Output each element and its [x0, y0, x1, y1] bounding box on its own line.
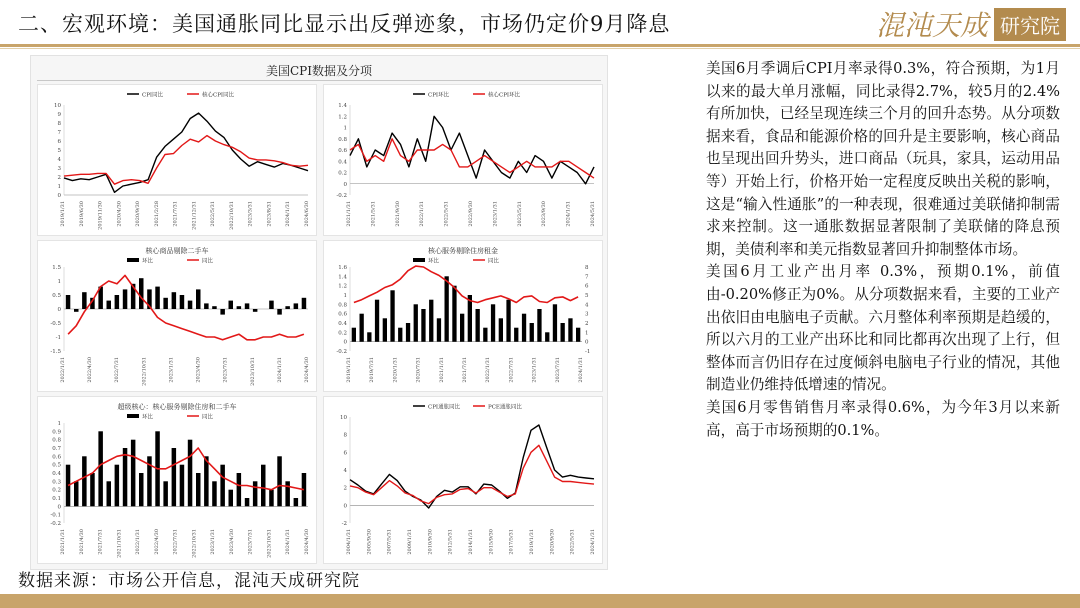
bar — [506, 300, 510, 342]
bar — [398, 328, 402, 342]
data-source: 数据来源：市场公开信息，混沌天成研究院 — [18, 571, 360, 591]
series-line-yoy — [68, 448, 304, 490]
y-tick-label: 7 — [57, 130, 61, 136]
x-tick-label: 2024/4/30 — [304, 357, 310, 383]
y-tick-label-right: 4 — [585, 302, 589, 309]
bar — [352, 328, 356, 342]
chart-supercore-svg — [38, 397, 316, 563]
x-tick-label: 2022/1/31 — [60, 357, 66, 383]
bar — [522, 314, 526, 342]
bar — [406, 323, 410, 342]
analysis-paragraph-cpi: 美国6月季调后CPI月率录得0.3%，符合预期，为1月以来的最大单月涨幅，同比录得2.7%，较5月的2.4%有所加快，已经呈现连续三个月的回升态势。从分项数据来看，食品和能源价格的回升是主要影响，核心商品也呈现出回升势头，进口商品（玩具，家具，运动用品等）开始上行，价格开始一定程度反映出关税的影响，这是“输入性通胀”的一种表现，很难通过美联储抑制需求来控制。这一通胀数据显著限制了美联储的降息预期，美债利率和美元指数显著回升抑制整体市场。 — [706, 60, 1060, 258]
bar — [499, 318, 503, 341]
chart-cpi-vs-pce-svg — [324, 397, 602, 563]
chart-cpi-yoy-svg — [38, 85, 316, 235]
series-line-yoy — [354, 266, 578, 302]
analysis-paragraph-retail: 美国6月零售销售月率录得0.6%，为今年3月以来新高，高于市场预期的0.1%。 — [706, 398, 1060, 439]
bar — [261, 465, 266, 507]
x-tick-label: 2022/1/31 — [485, 357, 492, 383]
x-tick-label: 2024/4/30 — [304, 529, 310, 555]
y-tick-label-right: -1 — [585, 349, 591, 355]
y-tick-label: 1 — [343, 125, 347, 132]
x-tick-label: 2020/9/30 — [549, 529, 556, 555]
legend-label: 同比 — [202, 414, 214, 421]
x-tick-label: 2010/9/30 — [427, 529, 434, 555]
x-tick-label: 2021/7/31 — [97, 529, 104, 555]
x-tick-label: 2021/4/30 — [78, 529, 85, 555]
x-tick-label: 2019/1/31 — [529, 529, 535, 555]
y-tick-label-right: 1 — [585, 330, 589, 337]
legend-label: CPI通胀同比 — [428, 404, 461, 411]
y-tick-label: 1 — [343, 293, 347, 299]
x-tick-label: 2022/7/31 — [114, 357, 121, 383]
y-tick-label: 1 — [57, 421, 61, 427]
bar — [115, 465, 120, 507]
bar — [483, 328, 487, 342]
legend-label: CPI同比 — [142, 92, 164, 99]
bar — [429, 300, 433, 342]
y-tick-label: -0.5 — [50, 321, 61, 327]
legend-label: 核心CPI同比 — [202, 92, 235, 99]
x-tick-label: 2023/7/31 — [247, 529, 254, 555]
bar — [253, 309, 258, 312]
bar — [220, 309, 225, 315]
y-tick-label: 1 — [57, 184, 61, 190]
series-line-secondary — [64, 136, 308, 185]
y-tick-label: 0.8 — [52, 437, 61, 444]
bar — [66, 295, 71, 309]
bar — [115, 295, 120, 309]
y-tick-label: 0 — [57, 307, 61, 313]
bar — [537, 309, 541, 342]
x-tick-label: 2024/1/31 — [285, 529, 292, 555]
bar — [139, 473, 144, 506]
header-title: 二、宏观环境：美国通胀同比显示出反弹迹象，市场仍定价9月降息 — [18, 12, 671, 36]
y-tick-label: 0.6 — [52, 454, 61, 461]
y-tick-label: 0 — [343, 181, 347, 188]
bar — [294, 498, 299, 506]
bar — [229, 490, 234, 507]
x-tick-label: 2023/1/31 — [210, 529, 217, 555]
logo — [876, 4, 1066, 44]
legend-label: 环比 — [428, 258, 440, 265]
legend-label: 环比 — [142, 258, 154, 265]
bar — [74, 309, 79, 312]
bar — [90, 473, 95, 506]
x-tick-label: 2021/10/31 — [116, 529, 123, 558]
bar — [82, 292, 87, 309]
x-tick-label: 2017/5/31 — [508, 529, 515, 555]
chart-core-goods — [37, 240, 317, 392]
y-tick-label-right: 3 — [585, 311, 589, 318]
x-tick-label: 2023/9/30 — [541, 201, 548, 227]
bar — [285, 481, 290, 506]
bar — [220, 465, 225, 507]
y-tick-label: 0.4 — [52, 471, 61, 477]
bar — [253, 481, 258, 506]
x-tick-label: 2022/5/31 — [569, 529, 576, 555]
y-tick-label: 0.5 — [52, 462, 61, 469]
y-tick-label: 0.1 — [52, 496, 61, 502]
x-tick-label: 2024/1/31 — [590, 529, 596, 555]
series-line-primary — [350, 116, 594, 184]
bar — [360, 314, 364, 342]
x-tick-label: 2021/9/30 — [394, 201, 401, 227]
y-tick-label: 6 — [343, 450, 347, 457]
x-tick-label: 2022/4/30 — [153, 529, 160, 555]
y-tick-label-right: 7 — [585, 274, 589, 281]
x-tick-label: 2019/1/31 — [60, 201, 66, 227]
bar — [576, 328, 580, 342]
y-tick-label: 0.2 — [338, 330, 347, 337]
x-tick-label: 2021/7/31 — [172, 201, 179, 227]
analysis-paragraph-industrial: 美国6月工业产出月率 0.3%，预期0.1%，前值由-0.20%修正为0%。从分项数据来看，主要的工业产出依旧由电脑电子贡献。六月整体利率预期是趋缓的，所以六月的工业产出环比和同比都再次出现了上行，但整体而言仍旧存在过度倾斜电脑电子行业的情况，其他制造业仍维持低增速的情况。 — [706, 263, 1060, 394]
bar — [212, 481, 217, 506]
chart-cpi-mom — [323, 84, 603, 236]
x-tick-label: 2023/10/31 — [266, 529, 273, 558]
x-tick-label: 2023/4/30 — [228, 529, 235, 555]
y-tick-label: 8 — [57, 121, 61, 127]
y-tick-label: 0.6 — [338, 311, 347, 318]
series-line-yoy — [68, 275, 304, 339]
bar — [123, 289, 128, 309]
y-tick-label: 10 — [54, 103, 61, 109]
legend-swatch — [127, 414, 139, 418]
bar — [98, 431, 103, 506]
y-tick-label: 0.8 — [338, 302, 347, 309]
bar — [196, 473, 201, 506]
bar — [123, 448, 128, 506]
x-tick-label: 2019/7/31 — [369, 357, 376, 383]
bar — [390, 290, 394, 341]
bar — [561, 323, 565, 342]
x-tick-label: 2023/1/31 — [492, 201, 499, 227]
x-tick-label: 2022/1/31 — [419, 201, 426, 227]
x-tick-label: 2009/1/31 — [407, 529, 413, 555]
x-tick-label: 2022/5/31 — [210, 201, 217, 227]
y-tick-label: 0 — [343, 339, 347, 346]
x-tick-label: 2022/4/30 — [87, 357, 94, 383]
bar — [421, 309, 425, 342]
y-tick-label: 0.2 — [338, 170, 347, 177]
y-tick-label: 4 — [343, 468, 347, 474]
x-tick-label: 2020/1/31 — [392, 357, 399, 383]
x-tick-label: 2023/5/31 — [516, 201, 523, 227]
x-tick-label: 2021/2/28 — [153, 201, 160, 227]
y-tick-label: 8 — [343, 432, 347, 439]
bar — [491, 304, 495, 341]
x-tick-label: 2021/5/31 — [370, 201, 377, 227]
legend-swatch — [413, 258, 425, 262]
bar — [131, 440, 136, 507]
bar — [367, 332, 371, 341]
x-tick-label: 2021/12/31 — [191, 201, 198, 230]
y-tick-label: 0 — [57, 504, 61, 511]
y-tick-label: -0.2 — [336, 349, 347, 355]
x-tick-label: 2023/7/31 — [554, 357, 561, 383]
y-tick-label: 1.5 — [52, 265, 61, 271]
bar — [445, 276, 449, 341]
cpi-panel — [30, 55, 608, 570]
y-tick-label: 3 — [57, 166, 61, 172]
bar — [383, 318, 387, 341]
bar — [285, 306, 290, 309]
logo-box: 研究院 — [994, 8, 1066, 41]
bar — [107, 301, 112, 309]
y-tick-label-right: 8 — [585, 265, 589, 271]
bar — [163, 298, 168, 309]
bar — [180, 465, 185, 507]
y-tick-label-right: 0 — [585, 339, 589, 346]
bar — [452, 286, 456, 342]
bar — [74, 481, 79, 506]
x-tick-label: 2024/1/31 — [578, 357, 584, 383]
y-tick-label: 9 — [57, 112, 61, 118]
x-tick-label: 2023/1/31 — [531, 357, 538, 383]
x-tick-label: 2021/1/31 — [60, 529, 66, 555]
chart-core-services-svg — [324, 241, 602, 391]
analysis-text — [706, 58, 1060, 442]
bar — [204, 456, 209, 506]
x-tick-label: 2022/10/31 — [141, 357, 148, 386]
x-tick-label: 2019/1/31 — [346, 357, 352, 383]
bar — [302, 298, 307, 309]
legend-swatch — [127, 258, 139, 262]
bar — [212, 306, 217, 309]
chart-core-services — [323, 240, 603, 392]
panel-title-rule — [37, 80, 601, 81]
x-tick-label: 2024/1/31 — [276, 357, 283, 383]
x-tick-label: 2020/9/30 — [135, 201, 142, 227]
bar — [139, 278, 144, 309]
y-tick-label: 0.5 — [52, 293, 61, 299]
bar — [514, 328, 518, 342]
x-tick-label: 2021/7/31 — [462, 357, 468, 383]
bar — [294, 303, 299, 309]
x-tick-label: 2022/7/31 — [508, 357, 515, 383]
bar — [155, 287, 160, 309]
y-tick-label: 5 — [57, 148, 61, 154]
bar — [196, 289, 201, 309]
logo-main: 混沌天成 — [875, 9, 988, 42]
bar — [277, 456, 282, 506]
panel-title: 美国CPI数据及分项 — [266, 64, 372, 78]
x-tick-label: 2022/10/31 — [228, 201, 235, 230]
y-tick-label: -2 — [341, 521, 347, 527]
y-tick-label: 0.4 — [338, 321, 347, 327]
y-tick-label: 0 — [57, 193, 61, 199]
bar — [245, 498, 250, 506]
x-tick-label: 2024/5/31 — [590, 201, 596, 227]
bar — [172, 292, 177, 309]
legend-label: 环比 — [142, 414, 154, 421]
y-tick-label: -0.2 — [336, 193, 347, 199]
y-tick-label: 2 — [343, 485, 347, 492]
x-tick-label: 2023/10/31 — [249, 357, 256, 386]
x-tick-label: 2022/5/31 — [443, 201, 450, 227]
chart-cpi-vs-pce — [323, 396, 603, 564]
y-tick-label: 0.9 — [52, 429, 61, 436]
x-tick-label: 2023/8/31 — [266, 201, 273, 227]
bar — [188, 301, 193, 309]
y-tick-label: -0.1 — [50, 512, 61, 519]
y-tick-label: 1.4 — [338, 103, 347, 109]
y-tick-label: -1 — [55, 335, 61, 341]
y-tick-label-right: 2 — [585, 321, 589, 327]
series-line-primary — [350, 425, 594, 508]
legend-label: 同比 — [488, 258, 500, 265]
x-tick-label: 2004/1/31 — [346, 529, 352, 555]
x-tick-label: 2022/9/30 — [468, 201, 474, 227]
header-rule-thin — [0, 48, 1080, 49]
bar — [568, 318, 572, 341]
bar — [237, 306, 242, 309]
x-tick-label: 2005/9/30 — [366, 529, 373, 555]
bar — [468, 295, 472, 342]
legend-label: PCE通胀同比 — [488, 404, 522, 411]
bar — [237, 473, 242, 506]
bar — [229, 301, 234, 309]
x-tick-label: 2022/1/31 — [135, 529, 142, 555]
y-tick-label: 0 — [343, 503, 347, 510]
x-tick-label: 2024/6/30 — [304, 201, 310, 227]
y-tick-label: 0.8 — [338, 136, 347, 143]
chart-title: 超级核心：核心服务剔除住房和二手车 — [117, 403, 237, 411]
y-tick-label: 4 — [57, 157, 61, 163]
chart-title: 核心商品剔除二手车 — [145, 247, 209, 255]
y-tick-label: 1.2 — [338, 283, 347, 290]
bar — [269, 490, 274, 507]
y-tick-label: 2 — [57, 175, 61, 181]
y-tick-label-right: 5 — [585, 293, 589, 299]
chart-cpi-mom-svg — [324, 85, 602, 235]
x-tick-label: 2019/11/30 — [97, 201, 104, 230]
y-tick-label: 1.4 — [338, 274, 347, 281]
y-tick-label: 0.2 — [52, 487, 61, 494]
y-tick-label: 1.2 — [338, 114, 347, 121]
bar — [460, 314, 464, 342]
chart-core-goods-svg — [38, 241, 316, 391]
legend-label: 核心CPI环比 — [488, 92, 521, 99]
x-tick-label: 2024/1/31 — [565, 201, 572, 227]
x-tick-label: 2020/4/30 — [116, 201, 123, 227]
x-tick-label: 2023/1/31 — [168, 357, 175, 383]
chart-cpi-yoy — [37, 84, 317, 236]
legend-label: CPI环比 — [428, 92, 450, 99]
bar — [172, 448, 177, 506]
x-tick-label: 2023/3/31 — [247, 201, 254, 227]
header-rule — [0, 44, 1080, 47]
bar — [188, 440, 193, 507]
footer-band — [0, 594, 1080, 608]
bar — [82, 456, 87, 506]
bar — [107, 481, 112, 506]
x-tick-label: 2021/1/31 — [346, 201, 352, 227]
bar — [269, 301, 274, 309]
bar — [476, 309, 480, 342]
y-tick-label: 0.3 — [52, 479, 61, 486]
legend-label: 同比 — [202, 258, 214, 265]
x-tick-label: 2014/1/31 — [468, 529, 474, 555]
x-tick-label: 2023/7/31 — [222, 357, 229, 383]
x-tick-label: 2021/1/31 — [438, 357, 445, 383]
y-tick-label: 1.6 — [338, 265, 347, 271]
y-tick-label: 1 — [57, 279, 61, 285]
x-tick-label: 2022/10/31 — [191, 529, 198, 558]
chart-supercore — [37, 396, 317, 564]
x-tick-label: 2015/9/30 — [488, 529, 495, 555]
y-tick-label: 10 — [340, 415, 347, 421]
x-tick-label: 2024/1/31 — [285, 201, 292, 227]
x-tick-label: 2012/5/31 — [447, 529, 454, 555]
y-tick-label: -1.5 — [50, 349, 61, 355]
x-tick-label: 2007/5/31 — [386, 529, 393, 555]
bar — [553, 304, 557, 341]
chart-title: 核心服务剔除住房租金 — [428, 247, 498, 255]
bar — [437, 318, 441, 341]
x-tick-label: 2019/6/30 — [78, 201, 85, 227]
series-line-secondary — [350, 139, 594, 178]
y-tick-label: 0.6 — [338, 148, 347, 154]
series-line-secondary — [350, 445, 594, 503]
y-tick-label: 6 — [57, 139, 61, 145]
y-tick-label-right: 6 — [585, 283, 589, 290]
series-line-primary — [64, 113, 308, 192]
bar — [545, 332, 549, 341]
bar — [414, 304, 418, 341]
bar — [245, 303, 250, 309]
bar — [163, 481, 168, 506]
bar — [375, 300, 379, 342]
y-tick-label: 0.7 — [52, 446, 61, 452]
x-tick-label: 2022/7/31 — [172, 529, 179, 555]
bar — [180, 295, 185, 309]
bar — [277, 309, 282, 315]
y-tick-label: -0.2 — [50, 521, 61, 527]
x-tick-label: 2020/7/31 — [415, 357, 422, 383]
bar — [530, 323, 534, 342]
y-tick-label: 0.4 — [338, 159, 347, 166]
x-tick-label: 2023/4/30 — [195, 357, 202, 383]
bar — [204, 303, 209, 309]
